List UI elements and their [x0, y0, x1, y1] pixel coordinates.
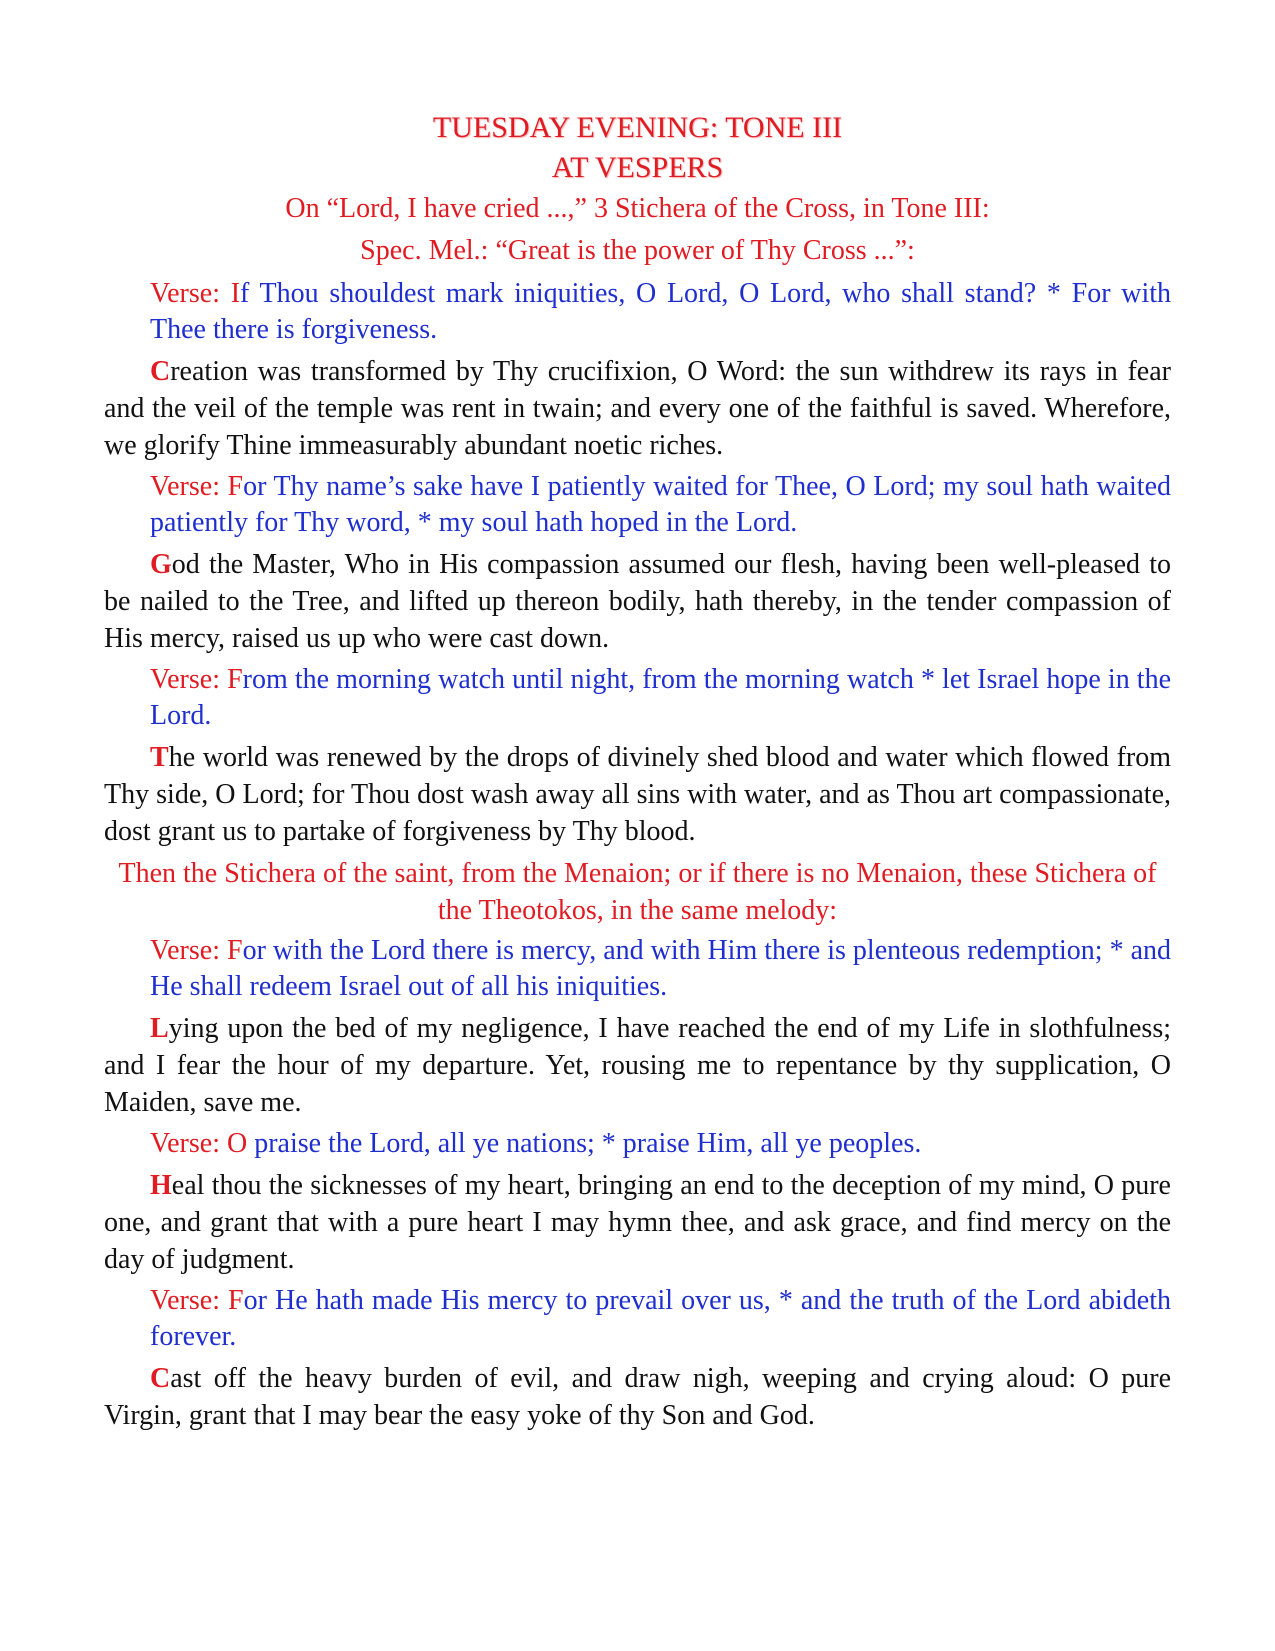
drop-cap: C: [150, 356, 171, 387]
rubric-line: On “Lord, I have cried ...,” 3 Stichera of the Cross, in Tone III:: [285, 193, 990, 224]
rubric-line: Spec. Mel.: “Great is the power of Thy Cross ...”:: [360, 235, 915, 266]
verse: Verse: From the morning watch until night, from the morning watch * let Israel hope in the Lord.: [150, 664, 1172, 731]
sticheron-text: The world was renewed by the drops of divinely shed blood and water which flowed from Thy side, O Lord; for Thou dost wash away all sins with water, and as Thou art compassionate, dost grant us to partake of forgiveness by Thy blood.: [104, 742, 1171, 847]
page-subtitle: AT VESPERS: [551, 151, 724, 184]
drop-cap: G: [150, 549, 172, 580]
verse: Verse: For Thy name’s sake have I patiently waited for Thee, O Lord; my soul hath waited patiently for Thy word, * my soul hath hoped in the Lord.: [150, 471, 1171, 538]
drop-cap: C: [150, 1363, 171, 1394]
sticheron-text: God the Master, Who in His compassion assumed our flesh, having been well-pleased to be nailed to the Tree, and lifted up thereon bodily, hath thereby, in the tender compassion of His mercy, raised us up who were cast down.: [104, 549, 1171, 654]
sticheron-text: Cast off the heavy burden of evil, and draw nigh, weeping and crying aloud: O pure Virgin, grant that I may bear the easy yoke of thy Son and God.: [104, 1363, 1171, 1431]
sticheron-text: Heal thou the sicknesses of my heart, bringing an end to the deception of my mind, O pure one, and grant that with a pure heart I may hymn thee, and ask grace, and find mercy on the day of judgment.: [104, 1170, 1171, 1275]
mid-rubric: Then the Stichera of the saint, from the Menaion; or if there is no Menaion, these Stichera of the Theotokos, in the same melody:: [118, 858, 1157, 926]
document-page: [104, 108, 1171, 1439]
drop-cap: T: [150, 742, 169, 773]
sticheron-text: Lying upon the bed of my negligence, I have reached the end of my Life in slothfulness; and I fear the hour of my departure. Yet, rousing me to repentance by thy supplication, O Maiden, save me.: [104, 1013, 1171, 1118]
drop-cap: L: [150, 1013, 169, 1044]
page-title: TUESDAY EVENING: TONE III: [432, 111, 843, 144]
verse: Verse: For He hath made His mercy to prevail over us, * and the truth of the Lord abideth forever.: [150, 1285, 1171, 1352]
sticheron-text: Creation was transformed by Thy crucifixion, O Word: the sun withdrew its rays in fear and the veil of the temple was rent in twain; and every one of the faithful is saved. Wherefore, we glorify Thine immeasurably abundant noetic riches.: [104, 356, 1171, 461]
verse: Verse: For with the Lord there is mercy, and with Him there is plenteous redemption; * and He shall redeem Israel out of all his iniquities.: [150, 935, 1172, 1002]
drop-cap: H: [150, 1170, 172, 1201]
verse: Verse: If Thou shouldest mark iniquities, O Lord, O Lord, who shall stand? * For with Thee there is forgiveness.: [150, 278, 1172, 345]
verse: Verse: O praise the Lord, all ye nations; * praise Him, all ye peoples.: [150, 1128, 922, 1159]
